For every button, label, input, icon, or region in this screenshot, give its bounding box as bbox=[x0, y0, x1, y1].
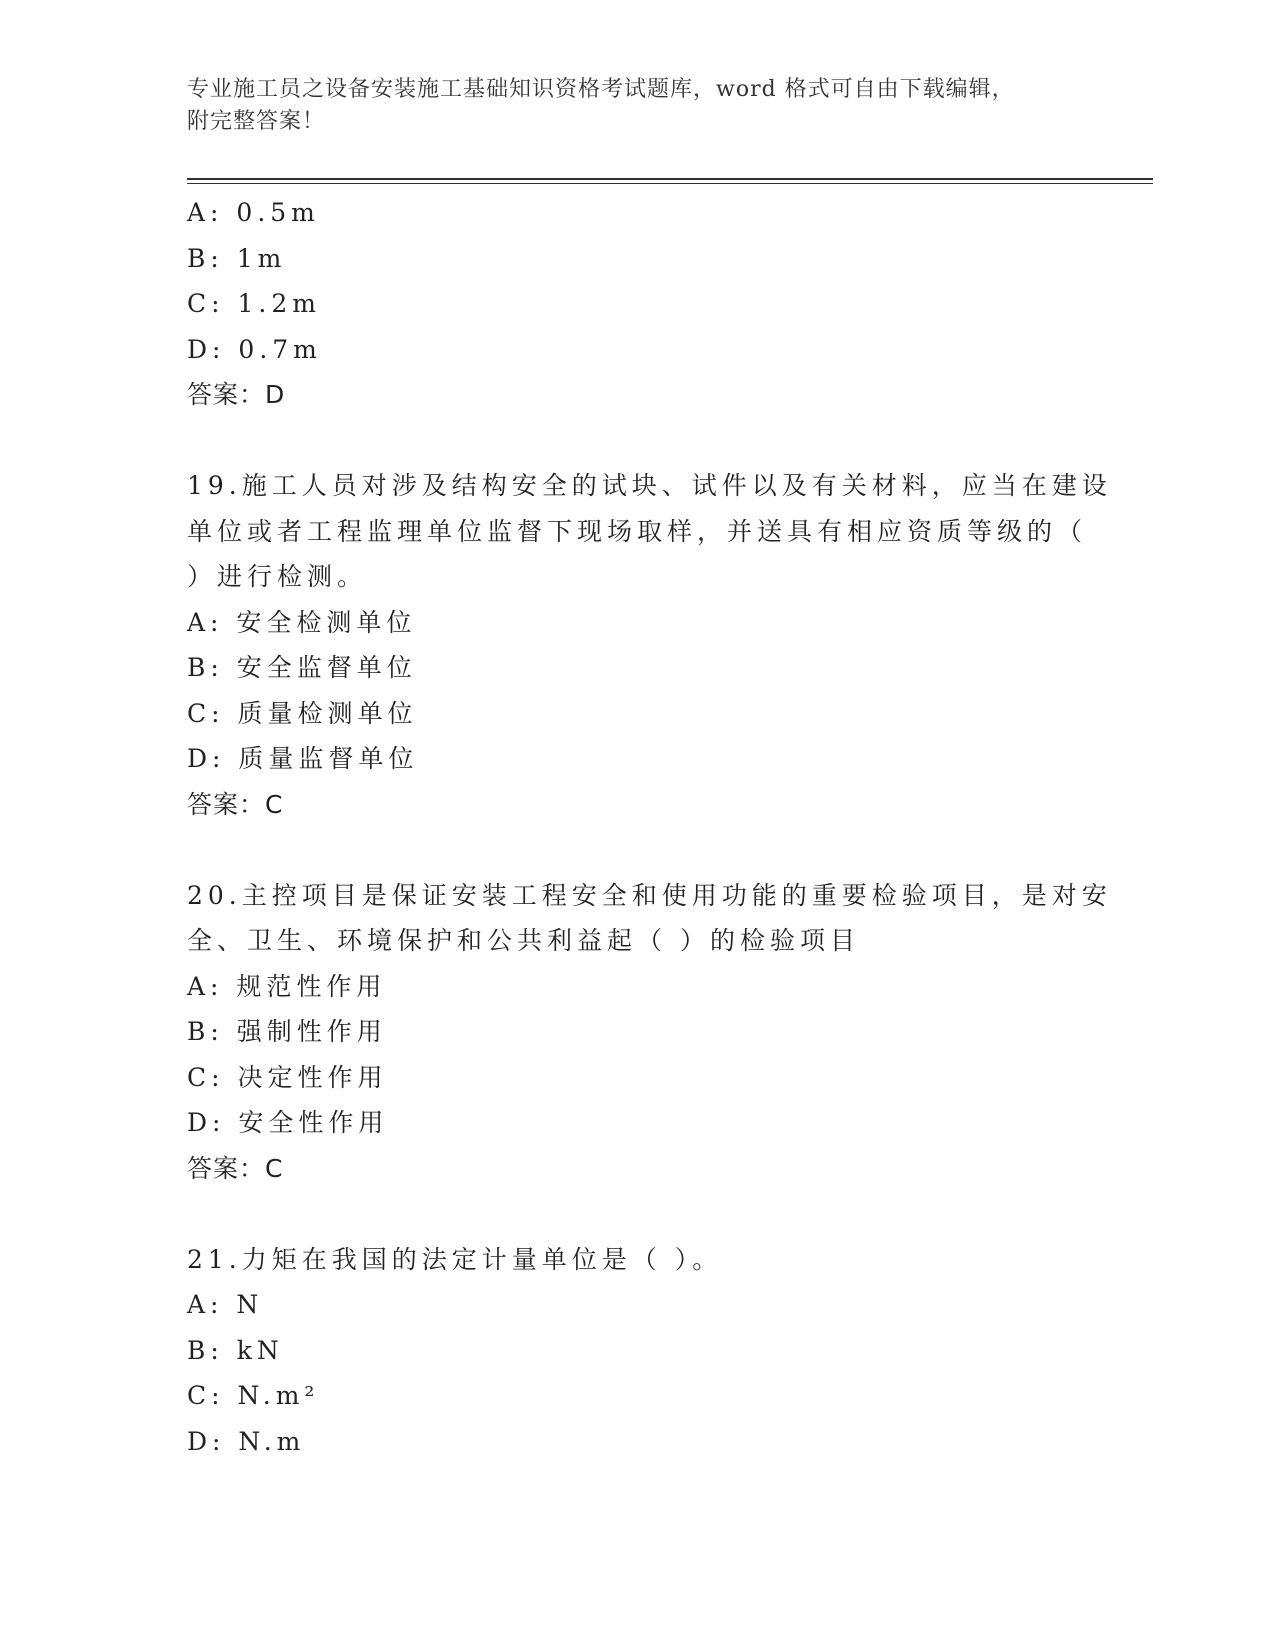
option-b: B: 安全监督单位 bbox=[187, 653, 417, 682]
option-b: B: 强制性作用 bbox=[187, 1017, 387, 1046]
answer: 答案：C bbox=[187, 1153, 284, 1183]
option-d: D: 安全性作用 bbox=[187, 1108, 389, 1137]
option-d: D: 0.7m bbox=[187, 334, 322, 364]
option-b: B: 1m bbox=[187, 243, 287, 273]
question-line: 全、卫生、环境保护和公共利益起（ ）的检验项目 bbox=[187, 926, 860, 955]
option-b: B: kN bbox=[187, 1335, 284, 1365]
header-rule-thick bbox=[187, 178, 1153, 180]
option-c: C: 1.2m bbox=[187, 289, 321, 318]
question-line: 19.施工人员对涉及结构安全的试块、试件以及有关材料，应当在建设 bbox=[187, 471, 1112, 500]
question-19 bbox=[187, 463, 1112, 827]
option-a: A: N bbox=[187, 1290, 264, 1319]
question-20 bbox=[187, 873, 1112, 1192]
question-text bbox=[187, 463, 1112, 600]
question-line: 20.主控项目是保证安装工程安全和使用功能的重要检验项目，是对安 bbox=[187, 880, 1112, 910]
header-line-2: 附完整答案！ bbox=[187, 109, 326, 134]
option-d: D: 质量监督单位 bbox=[187, 744, 419, 773]
document-body bbox=[187, 190, 1112, 1464]
header-line-1: 专业施工员之设备安装施工基础知识资格考试题库，word 格式可自由下载编辑， bbox=[187, 77, 1015, 102]
document-header bbox=[187, 74, 1067, 138]
question-21 bbox=[187, 1237, 1087, 1465]
question-text bbox=[187, 1237, 1067, 1283]
question-line: 21.力矩在我国的法定计量单位是（ ）。 bbox=[187, 1244, 723, 1274]
option-c: C: 决定性作用 bbox=[187, 1062, 388, 1092]
question-line: ）进行检测。 bbox=[187, 562, 368, 591]
option-c: C: 质量检测单位 bbox=[187, 698, 418, 728]
question-18-options bbox=[187, 190, 1087, 418]
option-a: A: 0.5m bbox=[187, 198, 320, 227]
option-c: C: N.m² bbox=[187, 1381, 320, 1410]
option-d: D: N.m bbox=[187, 1426, 306, 1456]
spacer bbox=[187, 1191, 1087, 1237]
question-text bbox=[187, 873, 1112, 964]
header-rule-thin bbox=[187, 183, 1153, 184]
spacer bbox=[187, 418, 1087, 464]
spacer bbox=[187, 827, 1087, 873]
option-a: A: 安全检测单位 bbox=[187, 607, 417, 637]
answer: 答案：C bbox=[187, 789, 284, 819]
answer: 答案：D bbox=[187, 380, 286, 409]
option-a: A: 规范性作用 bbox=[187, 971, 387, 1001]
question-line: 单位或者工程监理单位监督下现场取样，并送具有相应资质等级的（ bbox=[187, 516, 1088, 546]
